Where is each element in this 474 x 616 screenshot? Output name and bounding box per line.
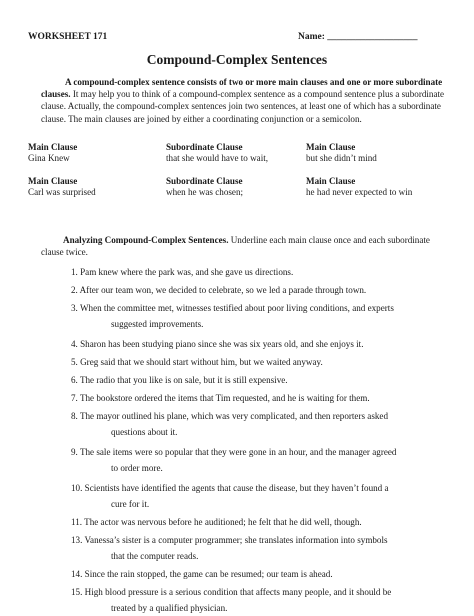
question-text: After our team won, we decided to celebrate, so we led a parade through town. — [79, 285, 367, 295]
column-heading: Subordinate Clause — [166, 142, 243, 152]
question-6 — [71, 372, 441, 388]
question-text-continued: suggested improvements. — [111, 319, 204, 330]
question-text: The bookstore ordered the items that Tim requested, and he is waiting for them. — [79, 393, 370, 403]
question-number: 11. — [71, 517, 83, 527]
question-1 — [71, 264, 441, 280]
question-3 — [71, 300, 441, 332]
clause-text: that she would have to wait, — [166, 152, 269, 163]
question-text: Pam knew where the park was, and she gave us directions. — [80, 267, 294, 277]
column-heading: Main Clause — [28, 142, 78, 152]
question-5 — [71, 354, 441, 370]
example-2-main-clause-a — [28, 176, 96, 197]
question-text-continued: cure for it. — [111, 499, 150, 510]
intro-paragraph — [41, 76, 446, 125]
instructions-text: Underline each main clause once and each subordinate clause twice. — [41, 235, 430, 258]
column-heading: Main Clause — [306, 142, 356, 152]
question-text-continued: treated by a qualified physician. — [111, 603, 228, 614]
question-4 — [71, 336, 441, 352]
example-1-main-clause-a — [28, 142, 77, 163]
question-text: The actor was nervous before he auditioned; he felt that he did well, though. — [84, 517, 362, 527]
question-8 — [71, 408, 441, 440]
question-number: 2. — [71, 285, 78, 295]
page-title: Compound-Complex Sentences — [146, 52, 328, 67]
question-number: 1. — [71, 267, 78, 277]
question-text: When the committee met, witnesses testified about poor living conditions, and experts — [79, 303, 394, 313]
question-text: Since the rain stopped, the game can be resumed; our team is ahead. — [84, 569, 333, 579]
question-13 — [71, 532, 441, 564]
question-number: 7. — [71, 393, 78, 403]
column-heading: Main Clause — [28, 176, 78, 186]
question-number: 5. — [71, 357, 78, 367]
clause-text: Gina Knew — [28, 152, 70, 163]
clause-text: Carl was surprised — [28, 186, 96, 197]
column-heading: Subordinate Clause — [166, 176, 243, 186]
question-text: The sale items were so popular that they were gone in an hour, and the manager agreed — [79, 447, 397, 457]
question-text-continued: to order more. — [111, 463, 163, 474]
question-number: 6. — [71, 375, 78, 385]
intro-explanation: It may help you to think of a compound-complex sentence as a compound sentence plus a subordinate clause. Actually, the compound-complex sentences join two sentences, at least one of which has a subordinate clause. The main clauses are joined by either a coordinating conjunction or a semicolon. — [41, 89, 445, 124]
worksheet-number: WORKSHEET 171 — [28, 32, 108, 42]
question-11 — [71, 514, 441, 530]
question-2 — [71, 282, 441, 298]
name-field-label: Name: ___________________ — [298, 32, 418, 42]
question-7 — [71, 390, 441, 406]
clause-text: he had never expected to win — [306, 186, 413, 197]
question-text: Sharon has been studying piano since she was six years old, and she enjoys it. — [80, 339, 364, 349]
question-number: 13. — [71, 535, 83, 545]
question-text: Greg said that we should start without him, but we waited anyway. — [80, 357, 323, 367]
question-text: Vanessa’s sister is a computer programmer; she translates information into symbols — [84, 535, 388, 545]
question-text-continued: that the computer reads. — [111, 551, 199, 562]
question-text-continued: questions about it. — [111, 427, 178, 438]
example-2-main-clause-b — [306, 176, 412, 197]
question-number: 9. — [71, 447, 78, 457]
question-number: 4. — [71, 339, 78, 349]
clause-text: but she didn’t mind — [306, 152, 377, 163]
question-number: 15. — [71, 587, 83, 597]
instructions-heading: Analyzing Compound-Complex Sentences. — [63, 235, 229, 245]
question-text: The mayor outlined his plane, which was very complicated, and then reporters asked — [79, 411, 389, 421]
intro-definition: A compound-complex sentence consists of two or more main clauses and one or more subordinate clauses. — [41, 77, 443, 100]
question-text: High blood pressure is a serious condition that affects many people, and it should be — [84, 587, 392, 597]
question-10 — [71, 480, 441, 512]
example-1-main-clause-b — [306, 142, 377, 163]
question-number: 14. — [71, 569, 83, 579]
example-1-subordinate-clause — [166, 142, 268, 163]
question-text: The radio that you like is on sale, but it is still expensive. — [79, 375, 288, 385]
question-number: 8. — [71, 411, 78, 421]
column-heading: Main Clause — [306, 176, 356, 186]
question-text: Scientists have identified the agents that cause the disease, but they haven’t found a — [84, 483, 389, 493]
question-number: 3. — [71, 303, 78, 313]
question-9 — [71, 444, 441, 476]
question-number: 10. — [71, 483, 83, 493]
instructions-paragraph — [41, 234, 446, 258]
clause-text: when he was chosen; — [166, 186, 244, 197]
question-14 — [71, 566, 441, 582]
question-15 — [71, 584, 441, 616]
example-2-subordinate-clause — [166, 176, 243, 197]
